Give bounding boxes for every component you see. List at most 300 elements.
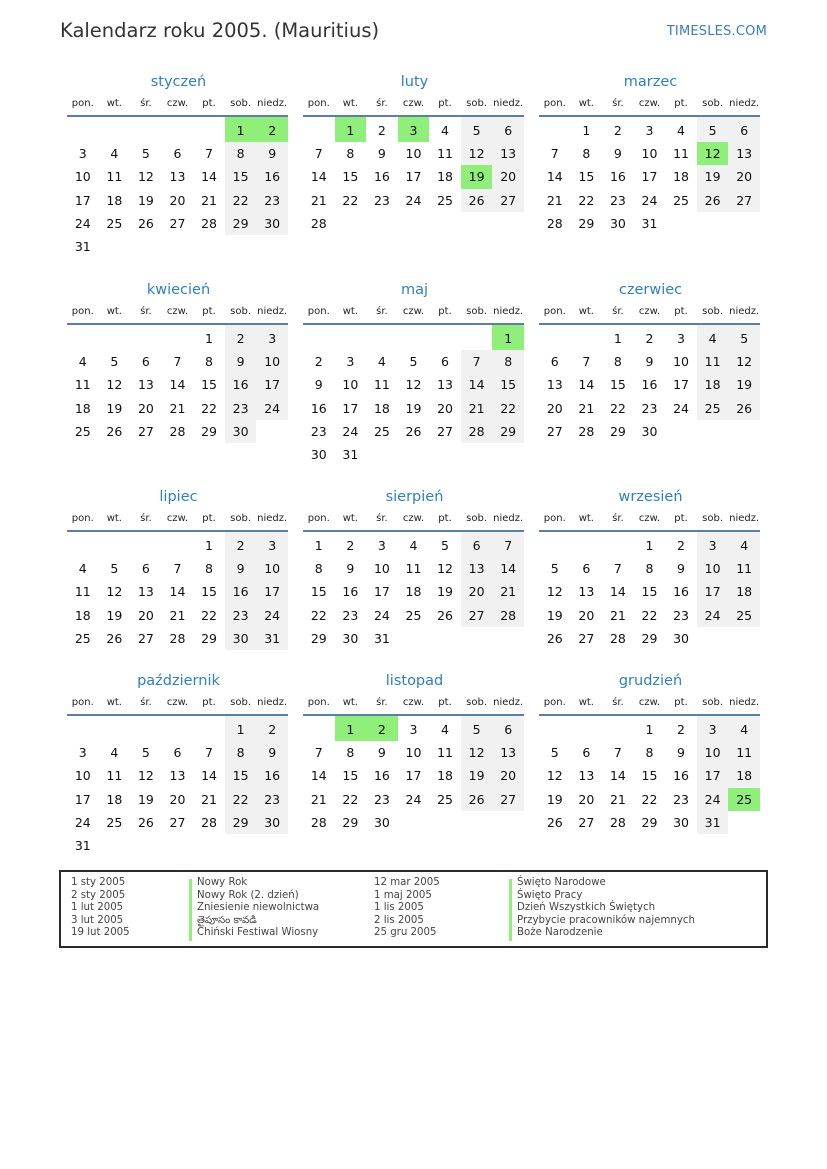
day-cell: 1: [314, 538, 323, 554]
empty-day-cell: [99, 531, 131, 557]
month-name: wrzesień: [618, 489, 683, 505]
day-cell: 29: [201, 423, 217, 439]
day-cell: 16: [225, 373, 257, 396]
day-cell: 24: [697, 788, 729, 811]
day-cell: 14: [461, 373, 493, 396]
holiday-name: Przybycie pracowników najemnych: [517, 914, 695, 926]
day-cell: 22: [641, 607, 658, 623]
weekday-header: śr.: [602, 95, 634, 116]
day-cell: 21: [578, 400, 595, 416]
day-cell: 16: [673, 584, 689, 600]
day-cell: 9: [225, 557, 257, 580]
weekday-header: wt.: [99, 303, 131, 324]
day-cell: 11: [405, 561, 422, 577]
weekday-header: niedz.: [728, 95, 760, 116]
day-cell: 25: [405, 607, 422, 623]
day-cell: 27: [728, 189, 760, 212]
holiday-names-col1: [197, 877, 319, 940]
day-cell: 9: [256, 741, 288, 764]
day-cell: 21: [169, 607, 186, 623]
day-cell: 7: [205, 146, 213, 162]
empty-day-cell: [162, 715, 194, 741]
weekday-header: pt.: [193, 303, 225, 324]
day-cell: 1: [645, 722, 654, 738]
empty-day-cell: [366, 324, 398, 350]
day-cell: 4: [110, 146, 119, 162]
day-cell: 12: [137, 169, 154, 185]
day-cell: 25: [437, 192, 453, 208]
day-cell: 24: [405, 192, 422, 208]
weekday-header: czw.: [634, 510, 666, 531]
empty-day-cell: [193, 235, 225, 258]
month-name: maj: [400, 282, 429, 298]
day-cell: 14: [310, 768, 327, 784]
weekday-header: wt.: [571, 303, 603, 324]
day-cell: 14: [609, 584, 626, 600]
day-cell: 7: [550, 146, 559, 162]
empty-day-cell: [99, 715, 131, 741]
empty-day-cell: [665, 212, 697, 235]
day-cell: 7: [492, 531, 524, 557]
day-cell: 29: [225, 212, 257, 235]
month-table: [67, 510, 288, 650]
weekday-header: pt.: [429, 95, 461, 116]
day-cell: 28: [310, 215, 327, 231]
day-cell: 14: [492, 557, 524, 580]
weekday-header: niedz.: [492, 95, 524, 116]
month-table: [303, 95, 524, 235]
empty-day-cell: [130, 116, 162, 142]
day-cell: 2: [225, 531, 257, 557]
day-cell: 25: [74, 423, 91, 439]
day-cell: 31: [373, 630, 390, 646]
day-cell: 15: [225, 764, 257, 787]
weekday-header: śr.: [366, 95, 398, 116]
day-cell: 13: [578, 768, 595, 784]
holiday-name: తైపూసం కావడి: [197, 914, 257, 926]
holiday-name: Dzień Wszystkich Świętych: [517, 902, 656, 914]
day-cell: 13: [546, 377, 563, 393]
day-cell: 18: [106, 791, 123, 807]
day-cell: 21: [169, 400, 186, 416]
day-cell: 17: [641, 169, 658, 185]
day-cell: 19: [137, 791, 154, 807]
day-cell: 10: [373, 561, 390, 577]
weekday-header: pt.: [665, 95, 697, 116]
empty-day-cell: [67, 324, 99, 350]
month-11: [303, 671, 524, 834]
weekday-header: pt.: [193, 95, 225, 116]
day-cell: 5: [728, 324, 760, 350]
empty-day-cell: [492, 627, 524, 650]
day-cell: 19: [106, 400, 123, 416]
day-cell: 3: [697, 531, 729, 557]
month-name: lipiec: [159, 489, 198, 505]
month-name: listopad: [385, 673, 444, 689]
day-cell: 12: [405, 377, 422, 393]
day-cell: 25: [697, 397, 729, 420]
day-cell: 13: [137, 377, 154, 393]
day-cell: 12: [437, 561, 453, 577]
day-cell: 4: [697, 324, 729, 350]
day-cell: 15: [578, 169, 595, 185]
day-cell: 21: [461, 397, 493, 420]
day-cell: 5: [110, 354, 119, 370]
holiday-day-cell: 1: [492, 324, 524, 350]
day-cell: 8: [582, 146, 591, 162]
weekday-header: pt.: [429, 694, 461, 715]
day-cell: 30: [225, 420, 257, 443]
day-cell: 2: [346, 538, 355, 554]
day-cell: 1: [613, 331, 622, 347]
weekday-header: pon.: [67, 95, 99, 116]
day-cell: 21: [546, 192, 563, 208]
day-cell: 7: [314, 146, 323, 162]
month-9: [539, 487, 760, 650]
month-table: [303, 694, 524, 834]
day-cell: 6: [728, 116, 760, 142]
day-cell: 4: [78, 354, 87, 370]
month-name: kwiecień: [146, 282, 211, 298]
day-cell: 21: [609, 607, 626, 623]
weekday-header: niedz.: [492, 303, 524, 324]
day-cell: 20: [461, 580, 493, 603]
day-cell: 12: [137, 768, 154, 784]
day-cell: 4: [441, 123, 449, 139]
day-cell: 4: [728, 531, 760, 557]
day-cell: 30: [373, 814, 390, 830]
holiday-date: 3 lut 2005: [71, 914, 124, 926]
day-cell: 5: [141, 146, 150, 162]
day-cell: 9: [677, 745, 685, 761]
day-cell: 15: [641, 768, 658, 784]
day-cell: 1: [205, 538, 213, 554]
month-table: [539, 303, 760, 443]
holiday-day-cell: 1: [225, 116, 257, 142]
day-cell: 3: [256, 531, 288, 557]
day-cell: 27: [492, 189, 524, 212]
weekday-header: pon.: [539, 95, 571, 116]
month-7: [67, 487, 288, 650]
holiday-name: Nowy Rok: [197, 877, 248, 888]
day-cell: 23: [256, 189, 288, 212]
month-3: [539, 72, 760, 235]
day-cell: 7: [613, 745, 622, 761]
day-cell: 20: [437, 400, 453, 416]
day-cell: 6: [492, 715, 524, 741]
day-cell: 24: [342, 423, 359, 439]
day-cell: 10: [673, 354, 689, 370]
day-cell: 13: [169, 169, 186, 185]
month-name: grudzień: [618, 673, 683, 689]
holiday-date: 1 lut 2005: [71, 902, 124, 914]
month-4: [67, 280, 288, 443]
holiday-day-cell: 1: [335, 715, 367, 741]
day-cell: 22: [310, 607, 327, 623]
holiday-date: 1 maj 2005: [374, 889, 432, 901]
day-cell: 28: [578, 423, 595, 439]
holiday-marker-bar: [509, 879, 512, 941]
day-cell: 8: [225, 741, 257, 764]
day-cell: 31: [74, 239, 91, 255]
day-cell: 18: [437, 169, 453, 185]
day-cell: 28: [609, 630, 626, 646]
day-cell: 11: [437, 745, 453, 761]
day-cell: 6: [441, 354, 449, 370]
day-cell: 30: [609, 215, 626, 231]
day-cell: 9: [225, 350, 257, 373]
day-cell: 3: [256, 324, 288, 350]
day-cell: 8: [346, 146, 355, 162]
day-cell: 7: [205, 745, 213, 761]
day-cell: 17: [256, 580, 288, 603]
day-cell: 8: [205, 561, 213, 577]
day-cell: 25: [373, 423, 390, 439]
weekday-header: pon.: [67, 303, 99, 324]
day-cell: 15: [641, 584, 658, 600]
day-cell: 26: [405, 423, 422, 439]
empty-day-cell: [539, 715, 571, 741]
day-cell: 29: [578, 215, 595, 231]
weekday-header: czw.: [398, 95, 430, 116]
day-cell: 23: [256, 788, 288, 811]
day-cell: 16: [641, 377, 658, 393]
month-name: styczeń: [150, 74, 207, 90]
month-5: [303, 280, 524, 466]
empty-day-cell: [398, 212, 430, 235]
day-cell: 26: [697, 189, 729, 212]
empty-day-cell: [461, 811, 493, 834]
weekday-header: niedz.: [256, 95, 288, 116]
holiday-date: 1 sty 2005: [71, 877, 126, 888]
day-cell: 29: [201, 630, 217, 646]
weekday-header: wt.: [571, 694, 603, 715]
weekday-header: wt.: [335, 694, 367, 715]
empty-day-cell: [99, 834, 131, 857]
holiday-name: Święto Pracy: [517, 889, 583, 901]
day-cell: 4: [677, 123, 685, 139]
empty-day-cell: [398, 443, 430, 466]
day-cell: 11: [106, 169, 123, 185]
weekday-header: czw.: [634, 303, 666, 324]
day-cell: 18: [373, 400, 390, 416]
day-cell: 14: [201, 169, 217, 185]
holiday-date: 1 lis 2005: [374, 902, 424, 914]
day-cell: 23: [342, 607, 359, 623]
day-cell: 3: [377, 538, 386, 554]
day-cell: 10: [641, 146, 658, 162]
day-cell: 19: [405, 400, 422, 416]
day-cell: 24: [373, 607, 390, 623]
day-cell: 31: [641, 215, 658, 231]
weekday-header: sob.: [461, 694, 493, 715]
day-cell: 17: [256, 373, 288, 396]
holiday-date: 12 mar 2005: [374, 877, 440, 888]
day-cell: 16: [373, 169, 390, 185]
empty-day-cell: [303, 715, 335, 741]
weekday-header: wt.: [335, 510, 367, 531]
weekday-header: sob.: [225, 303, 257, 324]
month-table: [303, 510, 524, 650]
day-cell: 24: [256, 397, 288, 420]
day-cell: 6: [173, 745, 182, 761]
weekday-header: pt.: [429, 510, 461, 531]
day-cell: 14: [169, 377, 186, 393]
day-cell: 28: [609, 814, 626, 830]
weekday-header: czw.: [162, 303, 194, 324]
holiday-date: 2 sty 2005: [71, 889, 126, 901]
empty-day-cell: [130, 324, 162, 350]
empty-day-cell: [256, 420, 288, 443]
weekday-header: niedz.: [256, 303, 288, 324]
day-cell: 8: [645, 561, 654, 577]
day-cell: 10: [74, 768, 91, 784]
weekday-header: śr.: [130, 694, 162, 715]
day-cell: 5: [550, 745, 559, 761]
day-cell: 22: [578, 192, 595, 208]
day-cell: 11: [697, 350, 729, 373]
weekday-header: pon.: [539, 694, 571, 715]
day-cell: 30: [673, 814, 689, 830]
day-cell: 10: [74, 169, 91, 185]
empty-day-cell: [461, 212, 493, 235]
empty-day-cell: [366, 212, 398, 235]
day-cell: 18: [74, 400, 91, 416]
empty-day-cell: [162, 531, 194, 557]
day-cell: 5: [461, 116, 493, 142]
holiday-day-cell: 3: [398, 116, 430, 142]
day-cell: 18: [106, 192, 123, 208]
empty-day-cell: [99, 235, 131, 258]
day-cell: 29: [492, 420, 524, 443]
weekday-header: pon.: [303, 95, 335, 116]
day-cell: 16: [673, 768, 689, 784]
weekday-header: pt.: [193, 510, 225, 531]
empty-day-cell: [162, 235, 194, 258]
day-cell: 10: [697, 741, 729, 764]
weekday-header: śr.: [130, 95, 162, 116]
month-1: [67, 72, 288, 258]
day-cell: 27: [461, 604, 493, 627]
day-cell: 19: [106, 607, 123, 623]
holiday-day-cell: 12: [697, 142, 729, 165]
day-cell: 3: [677, 331, 685, 347]
day-cell: 22: [201, 607, 217, 623]
day-cell: 31: [74, 838, 91, 854]
weekday-header: sob.: [225, 95, 257, 116]
day-cell: 2: [377, 123, 386, 139]
day-cell: 11: [373, 377, 390, 393]
weekday-header: pon.: [67, 694, 99, 715]
empty-day-cell: [697, 420, 729, 443]
weekday-header: sob.: [225, 510, 257, 531]
weekday-header: wt.: [99, 95, 131, 116]
weekday-header: pt.: [193, 694, 225, 715]
weekday-header: czw.: [398, 694, 430, 715]
day-cell: 19: [697, 165, 729, 188]
day-cell: 13: [578, 584, 595, 600]
day-cell: 3: [78, 146, 87, 162]
day-cell: 16: [609, 169, 626, 185]
day-cell: 9: [677, 561, 685, 577]
day-cell: 11: [728, 741, 760, 764]
day-cell: 30: [641, 423, 658, 439]
day-cell: 14: [169, 584, 186, 600]
weekday-header: czw.: [398, 510, 430, 531]
weekday-header: czw.: [162, 95, 194, 116]
empty-day-cell: [429, 324, 461, 350]
day-cell: 23: [373, 791, 390, 807]
day-cell: 3: [346, 354, 355, 370]
day-cell: 21: [201, 791, 217, 807]
weekday-header: wt.: [571, 510, 603, 531]
day-cell: 13: [461, 557, 493, 580]
day-cell: 29: [342, 814, 359, 830]
empty-day-cell: [429, 212, 461, 235]
day-cell: 22: [225, 189, 257, 212]
day-cell: 21: [310, 192, 327, 208]
day-cell: 27: [492, 788, 524, 811]
day-cell: 6: [141, 354, 150, 370]
empty-day-cell: [67, 116, 99, 142]
weekday-header: wt.: [335, 303, 367, 324]
empty-day-cell: [130, 715, 162, 741]
day-cell: 21: [310, 791, 327, 807]
empty-day-cell: [335, 212, 367, 235]
day-cell: 8: [346, 745, 355, 761]
day-cell: 2: [677, 722, 685, 738]
empty-day-cell: [193, 116, 225, 142]
day-cell: 18: [673, 169, 689, 185]
empty-day-cell: [728, 420, 760, 443]
month-2: [303, 72, 524, 235]
day-cell: 13: [437, 377, 453, 393]
day-cell: 26: [461, 189, 493, 212]
day-cell: 7: [461, 350, 493, 373]
month-6: [539, 280, 760, 443]
day-cell: 4: [409, 538, 418, 554]
day-cell: 15: [492, 373, 524, 396]
holiday-date: 25 gru 2005: [374, 927, 437, 939]
day-cell: 15: [310, 584, 327, 600]
day-cell: 28: [169, 423, 186, 439]
empty-day-cell: [539, 116, 571, 142]
day-cell: 22: [342, 791, 359, 807]
month-name: luty: [400, 74, 429, 90]
day-cell: 20: [578, 791, 595, 807]
day-cell: 24: [256, 604, 288, 627]
day-cell: 2: [645, 331, 654, 347]
day-cell: 24: [641, 192, 658, 208]
day-cell: 28: [310, 814, 327, 830]
empty-day-cell: [335, 324, 367, 350]
day-cell: 19: [546, 607, 563, 623]
day-cell: 22: [342, 192, 359, 208]
empty-day-cell: [398, 627, 430, 650]
weekday-header: czw.: [634, 694, 666, 715]
day-cell: 22: [492, 397, 524, 420]
day-cell: 19: [728, 373, 760, 396]
day-cell: 15: [225, 165, 257, 188]
day-cell: 16: [256, 764, 288, 787]
weekday-header: wt.: [99, 510, 131, 531]
holiday-legend: [59, 870, 768, 948]
site-link[interactable]: TIMESLES.COM: [666, 24, 767, 39]
day-cell: 10: [405, 745, 422, 761]
weekday-header: czw.: [162, 510, 194, 531]
weekday-header: wt.: [335, 95, 367, 116]
day-cell: 18: [437, 768, 453, 784]
